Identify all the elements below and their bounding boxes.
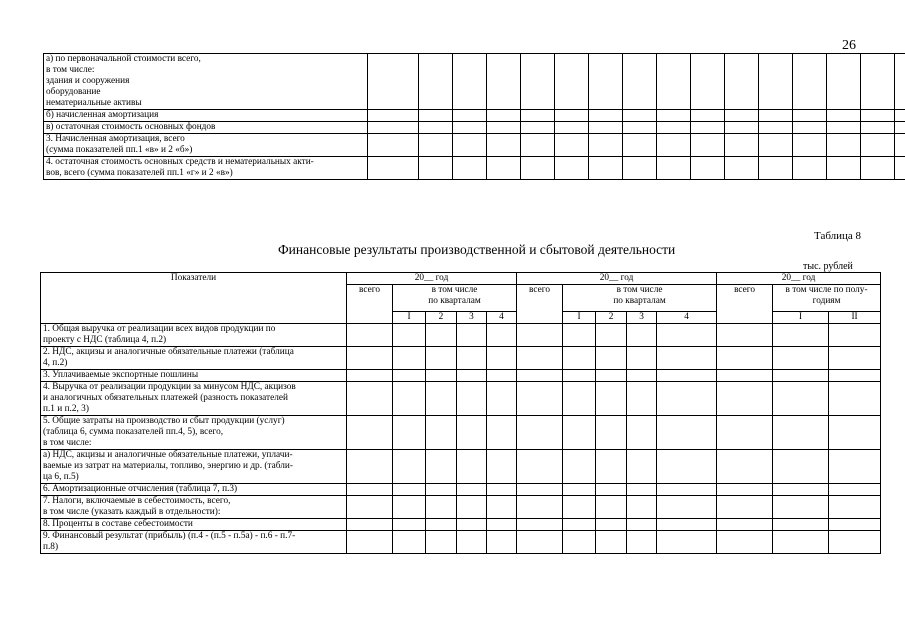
result-row — [41, 324, 881, 347]
value-cell[interactable] — [725, 110, 759, 122]
result-row — [41, 496, 881, 519]
value-cell[interactable] — [627, 450, 657, 484]
indicator-line: проекту с НДС (таблица 4, п.2) — [43, 335, 167, 345]
value-cell[interactable] — [596, 416, 627, 450]
value-cell[interactable] — [347, 347, 393, 370]
asset-row — [44, 110, 905, 122]
value-cell[interactable] — [426, 347, 457, 370]
value-cell[interactable] — [517, 416, 563, 450]
value-cell[interactable] — [657, 122, 691, 134]
value-cell[interactable] — [691, 54, 725, 110]
value-cell[interactable] — [861, 157, 895, 180]
indicator-label — [41, 370, 347, 382]
value-cell[interactable] — [517, 484, 563, 496]
value-cell[interactable] — [517, 519, 563, 531]
value-cell[interactable] — [589, 157, 623, 180]
value-cell[interactable] — [717, 531, 773, 554]
indicator-line: 9. Финансовый результат (прибыль) (п.4 - (п.5 - п.5а) - п.6 - п.7- — [43, 531, 296, 541]
value-cell[interactable] — [347, 324, 393, 347]
value-cell[interactable] — [829, 519, 881, 531]
value-cell[interactable] — [657, 110, 691, 122]
value-cell[interactable] — [555, 122, 589, 134]
indicator-line: 4. Выручка от реализации продукции за минусом НДС, акцизов — [43, 382, 296, 392]
value-cell[interactable] — [563, 416, 596, 450]
value-cell[interactable] — [426, 416, 457, 450]
indicator-line: в том числе (указать каждый в отдельности): — [43, 507, 221, 517]
value-cell[interactable] — [426, 370, 457, 382]
value-cell[interactable] — [563, 484, 596, 496]
quarter-label: 4 — [487, 312, 517, 324]
result-row — [41, 347, 881, 370]
value-cell[interactable] — [589, 134, 623, 157]
total-header: всего — [517, 285, 563, 324]
value-cell[interactable] — [773, 450, 829, 484]
value-cell[interactable] — [487, 484, 517, 496]
indicator-line: а) по первоначальной стоимости всего, — [46, 54, 201, 64]
value-cell[interactable] — [691, 134, 725, 157]
value-cell[interactable] — [623, 110, 657, 122]
value-cell[interactable] — [457, 416, 487, 450]
value-cell[interactable] — [347, 450, 393, 484]
value-cell[interactable] — [773, 496, 829, 519]
indicator-line: 2. НДС, акцизы и аналогичные обязательные платежи (таблица — [43, 347, 294, 357]
value-cell[interactable] — [426, 450, 457, 484]
value-cell[interactable] — [426, 324, 457, 347]
value-cell[interactable] — [368, 157, 419, 180]
value-cell[interactable] — [487, 347, 517, 370]
indicator-label — [41, 347, 347, 370]
value-cell[interactable] — [393, 382, 426, 416]
value-cell[interactable] — [725, 122, 759, 134]
value-cell[interactable] — [487, 324, 517, 347]
value-cell[interactable] — [487, 370, 517, 382]
value-cell[interactable] — [829, 484, 881, 496]
value-cell[interactable] — [717, 519, 773, 531]
value-cell[interactable] — [829, 531, 881, 554]
value-cell[interactable] — [717, 347, 773, 370]
indicator-line: а) НДС, акцизы и аналогичные обязательные платежи, уплачи- — [43, 450, 293, 460]
value-cell[interactable] — [555, 54, 589, 110]
value-cell[interactable] — [419, 110, 453, 122]
value-cell[interactable] — [457, 370, 487, 382]
value-cell[interactable] — [457, 450, 487, 484]
value-cell[interactable] — [426, 484, 457, 496]
value-cell[interactable] — [717, 450, 773, 484]
value-cell[interactable] — [773, 324, 829, 347]
indicator-line: п.8) — [43, 542, 59, 552]
value-cell[interactable] — [657, 450, 717, 484]
indicator-line: оборудование — [46, 87, 101, 97]
value-cell[interactable] — [829, 496, 881, 519]
value-cell[interactable] — [347, 519, 393, 531]
value-cell[interactable] — [517, 324, 563, 347]
value-cell[interactable] — [627, 347, 657, 370]
total-header: всего — [717, 285, 773, 324]
result-row — [41, 450, 881, 484]
indicator-label — [44, 157, 368, 180]
quarter-label: I — [563, 312, 596, 324]
value-cell[interactable] — [487, 157, 521, 180]
value-cell[interactable] — [555, 134, 589, 157]
indicators-header: Показатели — [41, 273, 347, 324]
value-cell[interactable] — [457, 496, 487, 519]
value-cell[interactable] — [623, 134, 657, 157]
value-cell[interactable] — [759, 134, 793, 157]
value-cell[interactable] — [773, 519, 829, 531]
asset-row — [44, 122, 905, 134]
value-cell[interactable] — [563, 450, 596, 484]
value-cell[interactable] — [657, 370, 717, 382]
value-cell[interactable] — [759, 54, 793, 110]
value-cell[interactable] — [563, 370, 596, 382]
value-cell[interactable] — [657, 531, 717, 554]
indicator-label — [44, 54, 368, 110]
value-cell[interactable] — [596, 496, 627, 519]
value-cell[interactable] — [347, 370, 393, 382]
half-label: II — [829, 312, 881, 324]
value-cell[interactable] — [827, 54, 861, 110]
value-cell[interactable] — [773, 347, 829, 370]
value-cell[interactable] — [487, 519, 517, 531]
value-cell[interactable] — [657, 347, 717, 370]
value-cell[interactable] — [457, 324, 487, 347]
value-cell[interactable] — [627, 416, 657, 450]
value-cell[interactable] — [596, 382, 627, 416]
value-cell[interactable] — [827, 122, 861, 134]
value-cell[interactable] — [368, 54, 419, 110]
value-cell[interactable] — [627, 496, 657, 519]
value-cell[interactable] — [717, 496, 773, 519]
value-cell[interactable] — [717, 382, 773, 416]
value-cell[interactable] — [347, 382, 393, 416]
value-cell[interactable] — [759, 122, 793, 134]
value-cell[interactable] — [895, 110, 905, 122]
value-cell[interactable] — [773, 531, 829, 554]
value-cell[interactable] — [393, 324, 426, 347]
quarters-header: в том числе по кварталам — [563, 285, 717, 312]
value-cell[interactable] — [521, 110, 555, 122]
page-number: 26 — [842, 38, 856, 53]
value-cell[interactable] — [627, 519, 657, 531]
value-cell[interactable] — [657, 519, 717, 531]
value-cell[interactable] — [563, 496, 596, 519]
page-title: Финансовые результаты производственной и сбытовой деятельности — [278, 242, 676, 257]
indicator-label — [41, 382, 347, 416]
value-cell[interactable] — [895, 134, 905, 157]
value-cell[interactable] — [563, 347, 596, 370]
value-cell[interactable] — [487, 110, 521, 122]
total-header: всего — [347, 285, 393, 324]
value-cell[interactable] — [895, 122, 905, 134]
value-cell[interactable] — [393, 496, 426, 519]
value-cell[interactable] — [517, 370, 563, 382]
value-cell[interactable] — [487, 382, 517, 416]
indicator-line: 3. Начисленная амортизация, всего — [46, 134, 185, 144]
asset-row — [44, 157, 905, 180]
value-cell[interactable] — [487, 531, 517, 554]
value-cell[interactable] — [517, 496, 563, 519]
indicator-line: ваемые из затрат на материалы, топливо, энергию и др. (табли- — [43, 461, 293, 471]
indicator-label — [41, 496, 347, 519]
year1-header: 20__ год — [347, 273, 517, 285]
value-cell[interactable] — [793, 134, 827, 157]
quarters-header: в том числе по кварталам — [393, 285, 517, 312]
indicator-line: ца 6, п.5) — [43, 472, 79, 482]
value-cell[interactable] — [861, 110, 895, 122]
value-cell[interactable] — [487, 450, 517, 484]
indicator-line: в том числе: — [46, 65, 95, 75]
value-cell[interactable] — [627, 370, 657, 382]
value-cell[interactable] — [691, 122, 725, 134]
year3-header: 20__ год — [717, 273, 881, 285]
indicator-label — [41, 519, 347, 531]
value-cell[interactable] — [627, 324, 657, 347]
value-cell[interactable] — [453, 122, 487, 134]
value-cell[interactable] — [521, 54, 555, 110]
indicator-line: и аналогичных обязательных платежей (разность показателей — [43, 393, 288, 403]
fixed-assets-table — [43, 53, 905, 180]
value-cell[interactable] — [555, 110, 589, 122]
value-cell[interactable] — [426, 519, 457, 531]
indicator-line: нематериальные активы — [46, 98, 142, 108]
value-cell[interactable] — [426, 531, 457, 554]
indicator-label — [41, 416, 347, 450]
value-cell[interactable] — [521, 157, 555, 180]
value-cell[interactable] — [657, 382, 717, 416]
value-cell[interactable] — [393, 519, 426, 531]
asset-row — [44, 134, 905, 157]
indicator-line: 5. Общие затраты на производство и сбыт продукции (услуг) — [43, 416, 285, 426]
value-cell[interactable] — [691, 157, 725, 180]
value-cell[interactable] — [717, 370, 773, 382]
indicator-line: в) остаточная стоимость основных фондов — [46, 122, 216, 132]
value-cell[interactable] — [419, 134, 453, 157]
value-cell[interactable] — [368, 110, 419, 122]
indicator-line: 4, п.2) — [43, 358, 68, 368]
value-cell[interactable] — [453, 157, 487, 180]
value-cell[interactable] — [773, 484, 829, 496]
value-cell[interactable] — [627, 484, 657, 496]
value-cell[interactable] — [393, 416, 426, 450]
value-cell[interactable] — [596, 370, 627, 382]
value-cell[interactable] — [589, 54, 623, 110]
value-cell[interactable] — [717, 484, 773, 496]
value-cell[interactable] — [347, 416, 393, 450]
value-cell[interactable] — [457, 519, 487, 531]
value-cell[interactable] — [368, 122, 419, 134]
table-label: Таблица 8 — [814, 230, 862, 242]
value-cell[interactable] — [895, 54, 905, 110]
value-cell[interactable] — [563, 324, 596, 347]
result-row — [41, 370, 881, 382]
result-row — [41, 382, 881, 416]
value-cell[interactable] — [487, 134, 521, 157]
value-cell[interactable] — [725, 134, 759, 157]
value-cell[interactable] — [457, 484, 487, 496]
value-cell[interactable] — [457, 531, 487, 554]
value-cell[interactable] — [487, 122, 521, 134]
value-cell[interactable] — [829, 347, 881, 370]
value-cell[interactable] — [829, 416, 881, 450]
value-cell[interactable] — [419, 54, 453, 110]
result-row — [41, 484, 881, 496]
quarter-label: 2 — [596, 312, 627, 324]
value-cell[interactable] — [457, 382, 487, 416]
value-cell[interactable] — [589, 122, 623, 134]
value-cell[interactable] — [517, 347, 563, 370]
value-cell[interactable] — [861, 54, 895, 110]
value-cell[interactable] — [426, 496, 457, 519]
quarter-label: 4 — [657, 312, 717, 324]
value-cell[interactable] — [517, 450, 563, 484]
value-cell[interactable] — [487, 496, 517, 519]
asset-row — [44, 54, 905, 110]
quarter-label: 3 — [627, 312, 657, 324]
indicator-label — [41, 531, 347, 554]
indicator-line: в том числе: — [43, 438, 92, 448]
half-label: I — [773, 312, 829, 324]
value-cell[interactable] — [517, 531, 563, 554]
value-cell[interactable] — [596, 519, 627, 531]
value-cell[interactable] — [623, 54, 657, 110]
indicator-label — [44, 134, 368, 157]
value-cell[interactable] — [895, 157, 905, 180]
indicator-line: 4. остаточная стоимость основных средств и нематериальных акти- — [46, 157, 314, 167]
value-cell[interactable] — [861, 122, 895, 134]
value-cell[interactable] — [487, 416, 517, 450]
value-cell[interactable] — [487, 54, 521, 110]
value-cell[interactable] — [861, 134, 895, 157]
value-cell[interactable] — [596, 347, 627, 370]
value-cell[interactable] — [596, 450, 627, 484]
value-cell[interactable] — [521, 134, 555, 157]
value-cell[interactable] — [457, 347, 487, 370]
quarter-label: I — [393, 312, 426, 324]
value-cell[interactable] — [793, 122, 827, 134]
value-cell[interactable] — [759, 110, 793, 122]
value-cell[interactable] — [563, 519, 596, 531]
value-cell[interactable] — [453, 134, 487, 157]
indicator-line: вов, всего (сумма показателей пп.1 «г» и 2 «в») — [46, 168, 233, 178]
value-cell[interactable] — [623, 122, 657, 134]
value-cell[interactable] — [657, 134, 691, 157]
quarter-label: 3 — [457, 312, 487, 324]
value-cell[interactable] — [563, 382, 596, 416]
value-cell[interactable] — [596, 324, 627, 347]
value-cell[interactable] — [347, 531, 393, 554]
value-cell[interactable] — [596, 531, 627, 554]
value-cell[interactable] — [368, 134, 419, 157]
financial-results-table — [40, 272, 881, 554]
indicator-label — [41, 450, 347, 484]
value-cell[interactable] — [623, 157, 657, 180]
indicator-line: (таблица 6, сумма показателей пп.4, 5), всего, — [43, 427, 224, 437]
value-cell[interactable] — [691, 110, 725, 122]
indicator-line: здания и сооружения — [46, 76, 130, 86]
value-cell[interactable] — [759, 157, 793, 180]
value-cell[interactable] — [393, 370, 426, 382]
result-row — [41, 531, 881, 554]
value-cell[interactable] — [521, 122, 555, 134]
value-cell[interactable] — [829, 324, 881, 347]
value-cell[interactable] — [657, 54, 691, 110]
value-cell[interactable] — [725, 54, 759, 110]
indicator-label — [44, 122, 368, 134]
value-cell[interactable] — [426, 382, 457, 416]
indicator-label — [44, 110, 368, 122]
indicator-line: п.1 и п.2, 3) — [43, 404, 89, 414]
result-row — [41, 519, 881, 531]
units-label: тыс. рублей — [803, 261, 853, 272]
value-cell[interactable] — [393, 531, 426, 554]
value-cell[interactable] — [717, 324, 773, 347]
value-cell[interactable] — [393, 484, 426, 496]
value-cell[interactable] — [657, 324, 717, 347]
value-cell[interactable] — [773, 382, 829, 416]
value-cell[interactable] — [717, 416, 773, 450]
indicator-line: 7. Налоги, включаемые в себестоимость, всего, — [43, 496, 231, 506]
value-cell[interactable] — [657, 416, 717, 450]
quarter-label: 2 — [426, 312, 457, 324]
value-cell[interactable] — [419, 122, 453, 134]
value-cell[interactable] — [793, 54, 827, 110]
indicator-line: 8. Проценты в составе себестоимости — [43, 519, 193, 529]
value-cell[interactable] — [563, 531, 596, 554]
value-cell[interactable] — [829, 370, 881, 382]
indicator-label — [41, 324, 347, 347]
value-cell[interactable] — [453, 54, 487, 110]
value-cell[interactable] — [596, 484, 627, 496]
value-cell[interactable] — [829, 450, 881, 484]
value-cell[interactable] — [793, 157, 827, 180]
value-cell[interactable] — [627, 531, 657, 554]
value-cell[interactable] — [347, 496, 393, 519]
value-cell[interactable] — [657, 496, 717, 519]
value-cell[interactable] — [827, 157, 861, 180]
value-cell[interactable] — [657, 157, 691, 180]
value-cell[interactable] — [773, 416, 829, 450]
value-cell[interactable] — [793, 110, 827, 122]
indicator-line: 3. Уплачиваемые экспортные пошлины — [43, 370, 199, 380]
value-cell[interactable] — [393, 347, 426, 370]
indicator-line: б) начисленная амортизация — [46, 110, 159, 120]
value-cell[interactable] — [517, 382, 563, 416]
result-row — [41, 416, 881, 450]
value-cell[interactable] — [627, 382, 657, 416]
value-cell[interactable] — [829, 382, 881, 416]
value-cell[interactable] — [453, 110, 487, 122]
year2-header: 20__ год — [517, 273, 717, 285]
value-cell[interactable] — [827, 134, 861, 157]
value-cell[interactable] — [555, 157, 589, 180]
indicator-line: 6. Амортизационные отчисления (таблица 7, п.3) — [43, 484, 238, 494]
indicator-line: 1. Общая выручка от реализации всех видов продукции по — [43, 324, 276, 334]
value-cell[interactable] — [419, 157, 453, 180]
value-cell[interactable] — [589, 110, 623, 122]
value-cell[interactable] — [657, 484, 717, 496]
value-cell[interactable] — [393, 450, 426, 484]
indicator-label — [41, 484, 347, 496]
indicator-line: (сумма показателей пп.1 «в» и 2 «б») — [46, 145, 193, 155]
value-cell[interactable] — [773, 370, 829, 382]
halves-header: в том числе по полу- годиям — [773, 285, 881, 312]
value-cell[interactable] — [725, 157, 759, 180]
value-cell[interactable] — [347, 484, 393, 496]
value-cell[interactable] — [827, 110, 861, 122]
